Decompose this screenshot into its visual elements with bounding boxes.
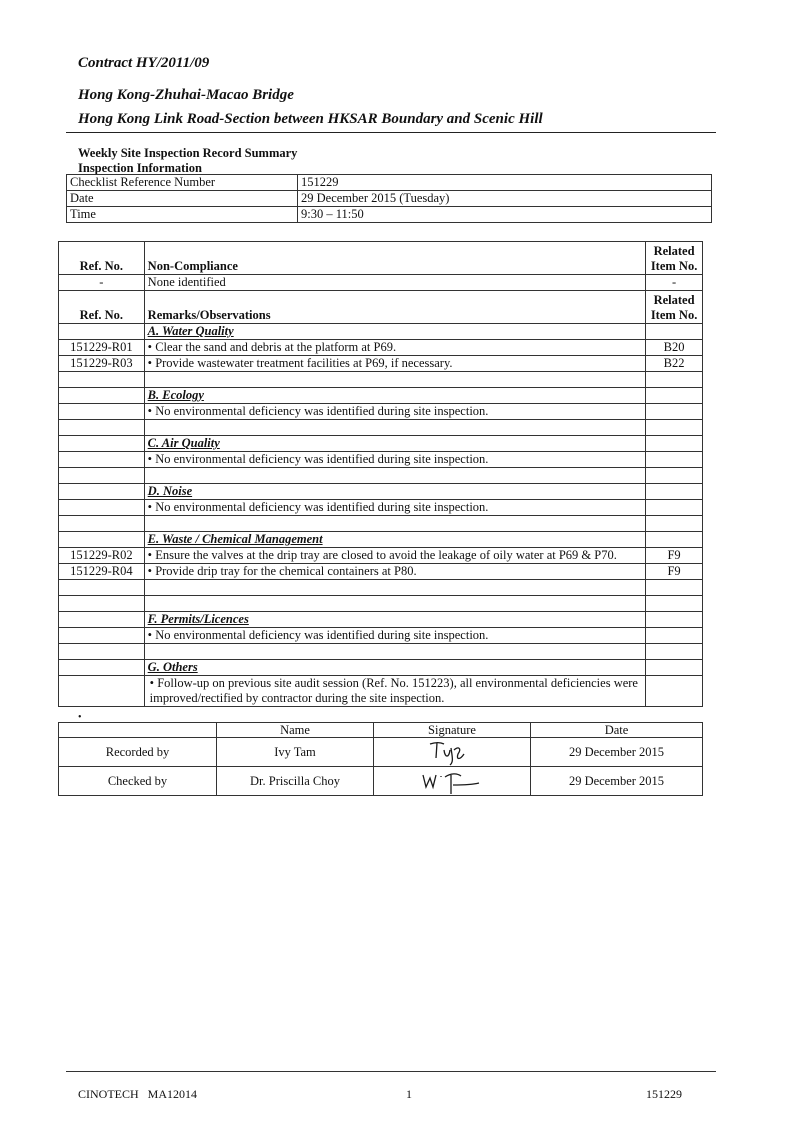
empty-cell [646, 676, 703, 707]
category-others: G. Others [144, 660, 645, 676]
remark-cell: • Ensure the valves at the drip tray are closed to avoid the leakage of oily water at P69 & P70. [144, 548, 645, 564]
empty-cell [646, 452, 703, 468]
empty-cell [646, 324, 703, 340]
empty-cell [646, 436, 703, 452]
remark-cell: • Provide drip tray for the chemical containers at P80. [144, 564, 645, 580]
table-row [59, 452, 703, 468]
related-item-cell: F9 [646, 564, 703, 580]
signoff-table [58, 722, 703, 796]
table-row [59, 340, 703, 356]
empty-cell [59, 452, 145, 468]
handwritten-signature-icon [422, 738, 482, 766]
empty-cell [59, 404, 145, 420]
info-row [67, 175, 712, 191]
empty-cell [144, 420, 645, 436]
empty-cell [59, 532, 145, 548]
table-row [59, 500, 703, 516]
remark-cell: • Follow-up on previous site audit session (Ref. No. 151223), all environmental deficiencies were improved/rectified by contractor during the site inspection. [144, 676, 645, 707]
empty-cell [59, 372, 145, 388]
category-row [59, 436, 703, 452]
category-row [59, 660, 703, 676]
checked-date: 29 December 2015 [531, 767, 703, 796]
empty-cell [144, 468, 645, 484]
remark-cell: • No environmental deficiency was identified during site inspection. [144, 404, 645, 420]
empty-cell [59, 436, 145, 452]
project-title: Hong Kong-Zhuhai-Macao Bridge [78, 87, 294, 103]
recorded-by-name: Ivy Tam [217, 738, 374, 767]
footer-company: CINOTECH MA12014 [78, 1087, 197, 1101]
empty-cell [144, 372, 645, 388]
table-header-row [59, 291, 703, 324]
inspection-info-title: Inspection Information [78, 161, 202, 175]
info-row [67, 207, 712, 223]
footer-reference: 151229 [646, 1087, 682, 1101]
ref-no-cell: 151229-R04 [59, 564, 145, 580]
empty-cell [59, 580, 145, 596]
empty-cell [646, 612, 703, 628]
empty-cell [59, 660, 145, 676]
ref-no-cell: 151229-R03 [59, 356, 145, 372]
empty-cell [646, 484, 703, 500]
empty-cell [646, 644, 703, 660]
related-item-cell: F9 [646, 548, 703, 564]
empty-cell [646, 404, 703, 420]
category-permits-licences: F. Permits/Licences [144, 612, 645, 628]
recorded-by-label: Recorded by [59, 738, 217, 767]
empty-cell [59, 484, 145, 500]
signoff-row [59, 767, 703, 796]
info-row [67, 191, 712, 207]
recorded-signature [374, 738, 531, 767]
footer-rule [66, 1071, 716, 1072]
remark-cell: • No environmental deficiency was identified during site inspection. [144, 452, 645, 468]
stray-dot: • [78, 712, 82, 723]
category-air-quality: C. Air Quality [144, 436, 645, 452]
recorded-date: 29 December 2015 [531, 738, 703, 767]
blank-row [59, 372, 703, 388]
info-label: Date [67, 191, 298, 207]
empty-cell [646, 596, 703, 612]
blank-row [59, 644, 703, 660]
info-label: Checklist Reference Number [67, 175, 298, 191]
ref-no-header: Ref. No. [59, 291, 145, 324]
checked-by-name: Dr. Priscilla Choy [217, 767, 374, 796]
table-row [59, 628, 703, 644]
date-header: Date [531, 723, 703, 738]
summary-title: Weekly Site Inspection Record Summary [78, 146, 298, 160]
handwritten-signature-icon [417, 767, 487, 795]
empty-cell [59, 388, 145, 404]
table-row [59, 275, 703, 291]
contract-number: Contract HY/2011/09 [78, 55, 210, 71]
empty-cell [59, 612, 145, 628]
non-compliance-header: Non-Compliance [144, 242, 645, 275]
signoff-header-row [59, 723, 703, 738]
project-section: Hong Kong Link Road-Section between HKSAR Boundary and Scenic Hill [78, 111, 543, 127]
empty-cell [646, 660, 703, 676]
table-row [59, 564, 703, 580]
empty-cell [59, 468, 145, 484]
remark-cell: • Provide wastewater treatment facilities at P69, if necessary. [144, 356, 645, 372]
empty-cell [59, 500, 145, 516]
ref-no-header: Ref. No. [59, 242, 145, 275]
page-number: 1 [406, 1087, 412, 1101]
blank-row [59, 516, 703, 532]
signoff-row [59, 738, 703, 767]
empty-cell [646, 628, 703, 644]
empty-cell [646, 500, 703, 516]
info-value: 151229 [298, 175, 712, 191]
inspection-record-table [58, 241, 703, 707]
checked-signature [374, 767, 531, 796]
header-rule [66, 132, 716, 133]
related-item-cell: B20 [646, 340, 703, 356]
empty-cell [59, 420, 145, 436]
related-item-header: Related Item No. [646, 242, 703, 275]
table-row [59, 356, 703, 372]
table-row [59, 548, 703, 564]
category-row [59, 388, 703, 404]
name-header: Name [217, 723, 374, 738]
remark-cell: • No environmental deficiency was identified during site inspection. [144, 500, 645, 516]
table-header-row [59, 242, 703, 275]
empty-cell [59, 324, 145, 340]
blank-row [59, 420, 703, 436]
empty-cell [144, 596, 645, 612]
checked-by-label: Checked by [59, 767, 217, 796]
empty-cell [646, 388, 703, 404]
category-row [59, 532, 703, 548]
info-label: Time [67, 207, 298, 223]
ref-no-cell: 151229-R01 [59, 340, 145, 356]
ref-no-cell: - [59, 275, 145, 291]
category-row [59, 612, 703, 628]
table-row [59, 676, 703, 707]
empty-cell [59, 644, 145, 660]
category-row [59, 324, 703, 340]
info-value: 29 December 2015 (Tuesday) [298, 191, 712, 207]
empty-cell [59, 628, 145, 644]
empty-cell [144, 644, 645, 660]
empty-cell [144, 580, 645, 596]
ref-no-cell: 151229-R02 [59, 548, 145, 564]
empty-cell [59, 723, 217, 738]
blank-row [59, 468, 703, 484]
category-ecology: B. Ecology [144, 388, 645, 404]
empty-cell [59, 676, 145, 707]
inspection-info-table [66, 174, 712, 223]
remark-cell: • Clear the sand and debris at the platform at P69. [144, 340, 645, 356]
signature-header: Signature [374, 723, 531, 738]
blank-row [59, 596, 703, 612]
empty-cell [59, 516, 145, 532]
category-noise: D. Noise [144, 484, 645, 500]
empty-cell [646, 468, 703, 484]
empty-cell [144, 516, 645, 532]
category-water-quality: A. Water Quality [144, 324, 645, 340]
blank-row [59, 580, 703, 596]
remarks-header: Remarks/Observations [144, 291, 645, 324]
table-row [59, 404, 703, 420]
non-compliance-cell: None identified [144, 275, 645, 291]
empty-cell [646, 420, 703, 436]
empty-cell [59, 596, 145, 612]
empty-cell [646, 580, 703, 596]
empty-cell [646, 516, 703, 532]
info-value: 9:30 – 11:50 [298, 207, 712, 223]
empty-cell [646, 532, 703, 548]
empty-cell [646, 372, 703, 388]
category-row [59, 484, 703, 500]
remark-cell: • No environmental deficiency was identified during site inspection. [144, 628, 645, 644]
category-waste-chemical: E. Waste / Chemical Management [144, 532, 645, 548]
related-item-header: Related Item No. [646, 291, 703, 324]
related-item-cell: - [646, 275, 703, 291]
related-item-cell: B22 [646, 356, 703, 372]
